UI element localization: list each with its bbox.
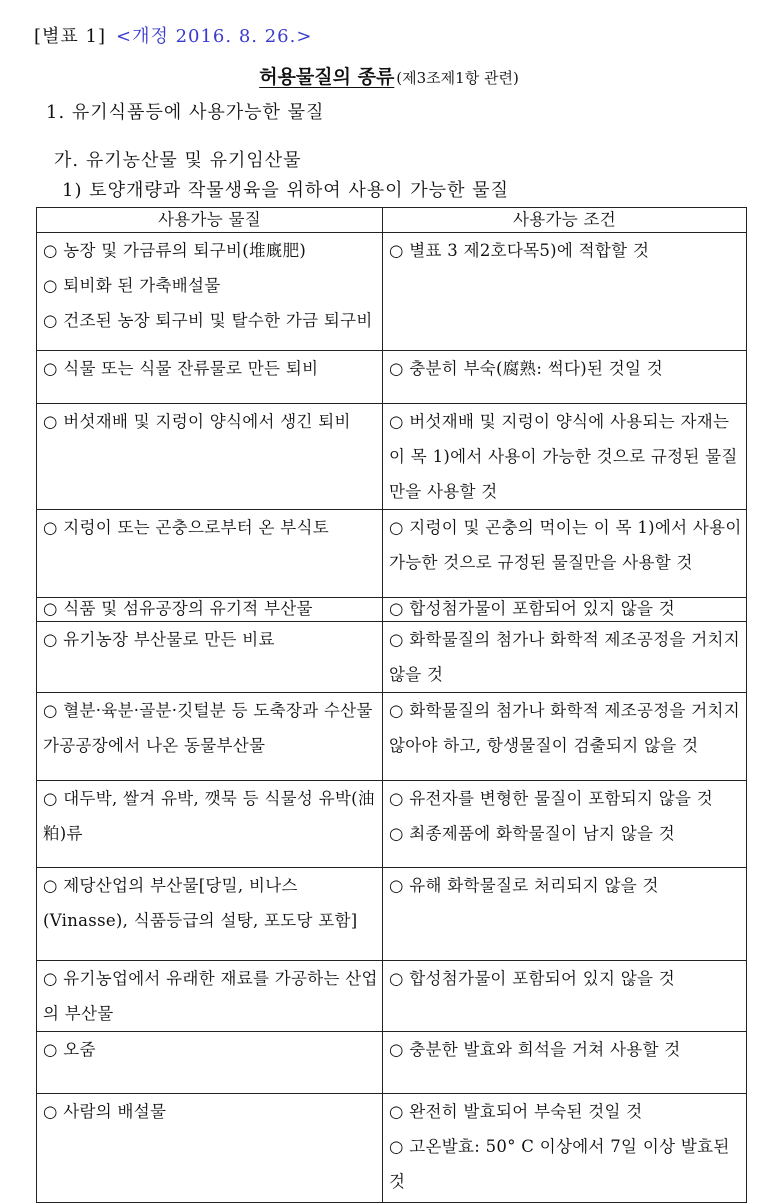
material-cell <box>37 1032 383 1094</box>
table-row <box>37 1094 747 1203</box>
condition-cell <box>383 233 747 351</box>
section-heading-1: 1. 유기식품등에 사용가능한 물질 <box>46 102 325 123</box>
table-row <box>37 693 747 781</box>
condition-item: ○ 고온발효: 50° C 이상에서 7일 이상 발효된 것 <box>389 1137 730 1191</box>
material-item: ○ 건조된 농장 퇴구비 및 탈수한 가금 퇴구비 <box>43 311 373 330</box>
material-cell <box>37 233 383 351</box>
section-heading-ga: 가. 유기농산물 및 유기임산물 <box>54 150 302 171</box>
material-item: ○ 퇴비화 된 가축배설물 <box>43 276 221 295</box>
condition-cell <box>383 598 747 622</box>
condition-item: ○ 완전히 발효되어 부숙된 것일 것 <box>389 1102 643 1121</box>
appendix-label: [별표 1] <box>34 26 106 47</box>
condition-item: ○ 유전자를 변형한 물질이 포함되지 않을 것 <box>389 789 714 808</box>
permitted-substances-table <box>36 207 747 1203</box>
condition-item: ○ 화학물질의 첨가나 화학적 제조공정을 거치지 않을 것 <box>389 630 740 684</box>
material-cell <box>37 961 383 1032</box>
material-item: ○ 식물 또는 식물 잔류물로 만든 퇴비 <box>43 359 319 378</box>
condition-item: ○ 지렁이 및 곤충의 먹이는 이 목 1)에서 사용이 가능한 것으로 규정된 물질만을 사용할 것 <box>389 518 742 572</box>
material-cell <box>37 622 383 693</box>
revision-date: <개정 2016. 8. 26.> <box>116 26 313 47</box>
table-header-row <box>37 208 747 233</box>
material-item: ○ 사람의 배설물 <box>43 1102 167 1121</box>
table-row <box>37 233 747 351</box>
condition-cell <box>383 404 747 510</box>
table-row <box>37 868 747 961</box>
material-item: ○ 버섯재배 및 지렁이 양식에서 생긴 퇴비 <box>43 412 351 431</box>
material-cell <box>37 404 383 510</box>
table-row <box>37 961 747 1032</box>
header-materials: 사용가능 물질 <box>37 208 383 233</box>
condition-cell <box>383 961 747 1032</box>
title-main: 허용물질의 종류 <box>259 66 395 88</box>
material-item: ○ 제당산업의 부산물[당밀, 비나스(Vinasse), 식품등급의 설탕, 포도당 포함] <box>43 876 358 930</box>
header-conditions: 사용가능 조건 <box>383 208 747 233</box>
material-cell <box>37 351 383 404</box>
material-cell <box>37 693 383 781</box>
condition-item: ○ 별표 3 제2호다목5)에 적합할 것 <box>389 241 650 260</box>
condition-item: ○ 합성첨가물이 포함되어 있지 않을 것 <box>389 969 676 988</box>
table-row <box>37 404 747 510</box>
table-row <box>37 1032 747 1094</box>
material-item: ○ 식품 및 섬유공장의 유기적 부산물 <box>43 599 313 618</box>
condition-item: ○ 충분히 부숙(腐熟: 썩다)된 것일 것 <box>389 359 663 378</box>
material-cell <box>37 510 383 598</box>
table-row <box>37 351 747 404</box>
section-heading-1-1: 1) 토양개량과 작물생육을 위하여 사용이 가능한 물질 <box>62 180 509 201</box>
material-item: ○ 유기농업에서 유래한 재료를 가공하는 산업의 부산물 <box>43 969 378 1023</box>
material-item: ○ 혈분·육분·골분·깃털분 등 도축장과 수산물 가공공장에서 나온 동물부산물 <box>43 701 373 755</box>
condition-cell <box>383 1032 747 1094</box>
material-cell <box>37 598 383 622</box>
material-item: ○ 농장 및 가금류의 퇴구비(堆廐肥) <box>43 241 307 260</box>
material-cell <box>37 1094 383 1203</box>
material-item: ○ 지렁이 또는 곤충으로부터 온 부식토 <box>43 518 330 537</box>
table-row <box>37 510 747 598</box>
condition-cell <box>383 351 747 404</box>
condition-item: ○ 화학물질의 첨가나 화학적 제조공정을 거치지 않아야 하고, 항생물질이 검출되지 않을 것 <box>389 701 740 755</box>
title-sub: (제3조제1항 관련) <box>396 69 519 87</box>
condition-item: ○ 유해 화학물질로 처리되지 않을 것 <box>389 876 659 895</box>
condition-cell <box>383 693 747 781</box>
material-item: ○ 대두박, 쌀겨 유박, 깻묵 등 식물성 유박(油粕)류 <box>43 789 375 843</box>
material-item: ○ 유기농장 부산물로 만든 비료 <box>43 630 275 649</box>
condition-cell <box>383 1094 747 1203</box>
table-row <box>37 781 747 868</box>
table-row <box>37 622 747 693</box>
material-cell <box>37 868 383 961</box>
condition-item: ○ 충분한 발효와 희석을 거쳐 사용할 것 <box>389 1040 681 1059</box>
material-item: ○ 오줌 <box>43 1040 96 1059</box>
condition-cell <box>383 781 747 868</box>
table-row <box>37 598 747 622</box>
condition-item: ○ 버섯재배 및 지렁이 양식에 사용되는 자재는 이 목 1)에서 사용이 가능한 것으로 규정된 물질만을 사용할 것 <box>389 412 738 501</box>
condition-cell <box>383 622 747 693</box>
condition-item: ○ 합성첨가물이 포함되어 있지 않을 것 <box>389 599 676 618</box>
appendix-header <box>34 22 312 48</box>
condition-item: ○ 최종제품에 화학물질이 남지 않을 것 <box>389 824 676 843</box>
material-cell <box>37 781 383 868</box>
document-title <box>0 62 778 89</box>
condition-cell <box>383 510 747 598</box>
condition-cell <box>383 868 747 961</box>
